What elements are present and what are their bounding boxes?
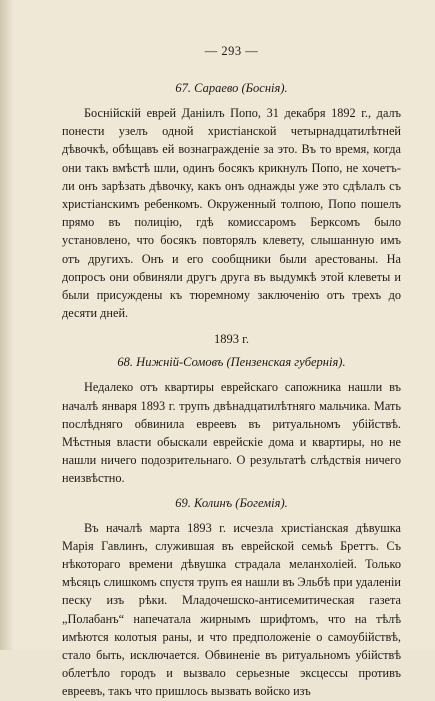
- page-number: — 293 —: [204, 44, 259, 58]
- section-67: [62, 81, 401, 322]
- section-heading-69: 69. Колинъ (Богемiя).: [175, 495, 288, 510]
- section-paragraph-67: Боснiйскiй еврей Данiилъ Попо, 31 декабря 1892 г., далъ понести узелъ одной христiанской четырнадцатилѣтней дѣвочкѣ, обѣщавъ ей вознагражденiе за это. Въ то время, когда они такъ вмѣстѣ шли, одинъ босякъ крикнулъ Попо, не хочетъ-ли онъ зарѣзать дѣвочку, какъ онъ однажды уже это сдѣлалъ съ христiанскимъ ребенкомъ. Окруженный толпою, Попо пошелъ прямо въ полицiю, гдѣ комиссаромъ Берксомъ было установлено, что босякъ повторялъ клевету, слышанную имъ отъ другихъ. Онъ и его сообщники были арестованы. На допросъ они обвиняли другъ друга въ выдумкѣ этой клеветы и были присуждены къ тюремному заключенiю отъ трехъ до десяти дней.: [62, 106, 401, 321]
- section-68: [62, 332, 401, 487]
- year-heading: 1893 г.: [214, 332, 249, 347]
- section-heading-68: 68. Нижнiй-Сомовъ (Пензенская губернiя).: [117, 355, 346, 370]
- section-paragraph-68: Недалеко отъ квартиры еврейскаго сапожника нашли въ началѣ января 1893 г. трупъ двѣнадцатилѣтняго мальчика. Мать послѣдняго обвинила евреевъ въ ритуальномъ убiйствѣ. Мѣстныя власти обыскали еврейскiе дома и квартиры, но не нашли ничего подозрительнаго. О результатѣ слѣдствiя ничего неизвѣстно.: [62, 380, 401, 486]
- section-paragraph-69: Въ началѣ марта 1893 г. исчезла христiанская дѣвушка Марiя Гавлинъ, служившая въ еврейской семьѣ Бреттъ. Съ нѣкотораго времени дѣвушка страдала меланхолiей. Только мѣсяцъ слишкомъ спустя трупъ ея нашли въ Эльбѣ при удаленiи песку изъ рѣки. Младочешско-антисемитическая газета „Полабанъ“ напечатала жирнымъ шрифтомъ, что на тѣлѣ имѣются колотыя раны, и что предположенiе о самоубiйствѣ, стало быть, исключается. Обвиненiе въ ритуальномъ убiйствѣ облетѣло городъ и вызвало серьезные эксцессы противъ евреевъ, такъ что пришлось вызвать войско изъ: [62, 520, 401, 699]
- section-69: [62, 496, 401, 701]
- section-heading-67: 67. Сараево (Боснiя).: [175, 81, 288, 95]
